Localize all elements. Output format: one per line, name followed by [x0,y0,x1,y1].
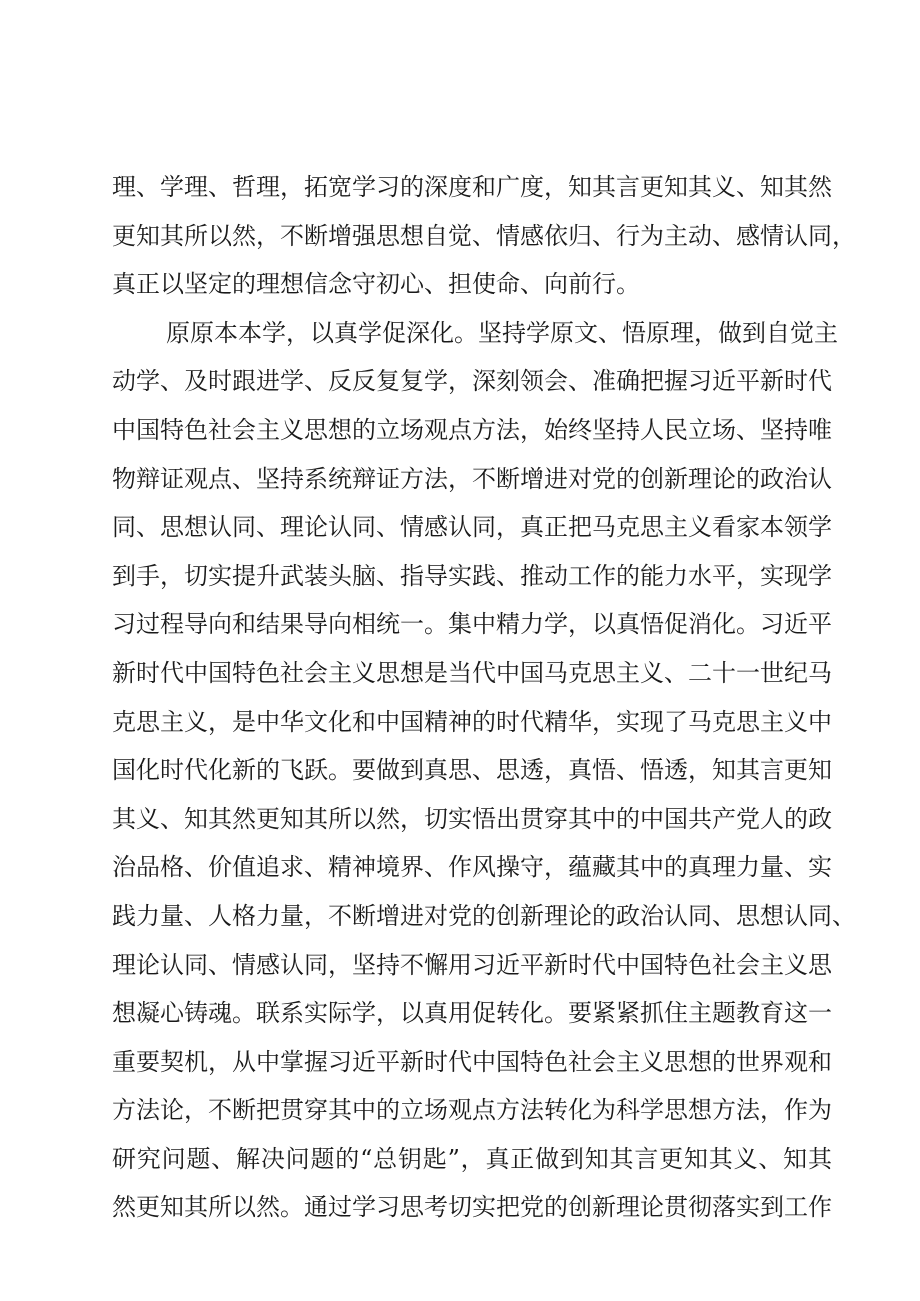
text-line: 动学、及时跟进学、反反复复学，深刻领会、准确把握习近平新时代 [112,367,832,396]
text-line: 到手，切实提升武装头脑、指导实践、推动工作的能力水平，实现学 [112,561,832,590]
text-line: 真正以坚定的理想信念守初心、担使命、向前行。 [112,270,640,299]
text-line: 新时代中国特色社会主义思想是当代中国马克思主义、二十一世纪马 [112,658,832,687]
text-line: 同、思想认同、理论认同、情感认同，真正把马克思主义看家本领学 [112,513,832,542]
text-line: 习过程导向和结果导向相统一。集中精力学，以真悟促消化。习近平 [112,610,832,639]
text-line: 想凝心铸魂。联系实际学，以真用促转化。要紧紧抓住主题教育这一 [112,999,832,1028]
text-line: 国化时代化新的飞跃。要做到真思、思透，真悟、悟透，知其言更知 [112,756,832,785]
text-line: 理、学理、哲理，拓宽学习的深度和广度，知其言更知其义、知其然 [112,173,832,201]
text-line: 治品格、价值追求、精神境界、作风操守，蕴藏其中的真理力量、实 [112,853,832,882]
text-line: 中国特色社会主义思想的立场观点方法，始终坚持人民立场、坚持唯 [112,415,832,444]
text-line: 重要契机，从中掌握习近平新时代中国特色社会主义思想的世界观和 [112,1047,832,1076]
text-line: 方法论，不断把贯穿其中的立场观点方法转化为科学思想方法，作为 [112,1096,832,1125]
text-line: 其义、知其然更知其所以然，切实悟出贯穿其中的中国共产党人的政 [112,804,832,833]
text-line: 理论认同、情感认同，坚持不懈用习近平新时代中国特色社会主义思 [112,950,832,979]
text-line: 践力量、人格力量，不断增进对党的创新理论的政治认同、思想认同、 [112,901,856,930]
text-line: 克思主义，是中华文化和中国精神的时代精华，实现了马克思主义中 [112,707,832,736]
text-line: 研究问题、解决问题的“总钥匙”，真正做到知其言更知其义、知其 [112,1144,832,1173]
text-line: 物辩证观点、坚持系统辩证方法，不断增进对党的创新理论的政治认 [112,464,832,493]
text-line: 更知其所以然，不断增强思想自觉、情感依归、行为主动、感情认同， [112,221,856,250]
body-text [112,163,856,1232]
text-line: 然更知其所以然。通过学习思考切实把党的创新理论贯彻落实到工作 [112,1193,832,1222]
paragraph-first-line: 原原本本学，以真学促深化。坚持学原文、悟原理，做到自觉主 [166,318,838,347]
